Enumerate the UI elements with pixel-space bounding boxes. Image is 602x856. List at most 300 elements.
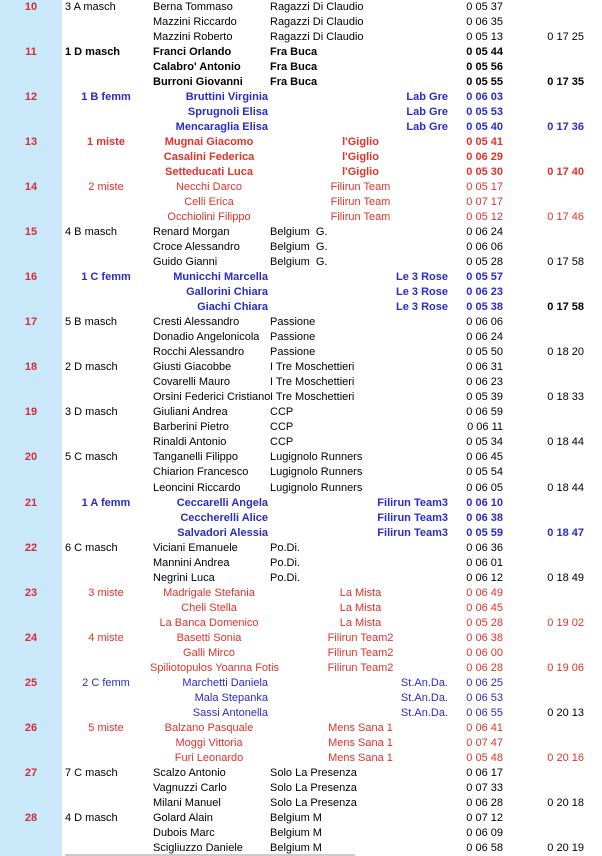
team-name: Po.Di. bbox=[270, 541, 300, 554]
runner-name: Calabro' Antonio bbox=[153, 61, 241, 74]
result-line bbox=[0, 225, 602, 240]
rank-cell bbox=[0, 300, 62, 315]
split-time: 0 06 45 bbox=[466, 451, 503, 464]
total-time bbox=[505, 556, 586, 571]
rank-cell: 22 bbox=[24, 541, 38, 554]
total-time: 0 17 46 bbox=[547, 211, 584, 224]
team-name: CCP bbox=[270, 406, 294, 419]
result-line bbox=[0, 541, 602, 556]
total-time bbox=[505, 225, 586, 240]
team-name: Po.Di. bbox=[270, 571, 300, 584]
result-line bbox=[0, 75, 602, 90]
split-time: 0 06 24 bbox=[466, 331, 503, 344]
total-time bbox=[505, 496, 586, 511]
total-time bbox=[505, 195, 586, 210]
split-time: 0 06 01 bbox=[466, 556, 503, 569]
runner-name: Rocchi Alessandro bbox=[153, 346, 245, 359]
runner-name: Mannini Andrea bbox=[153, 556, 230, 569]
result-line bbox=[0, 751, 602, 766]
runner-name: Orsini Federici Cristiano bbox=[153, 391, 271, 404]
split-time: 0 06 28 bbox=[466, 796, 503, 809]
result-line bbox=[0, 270, 602, 285]
rank-cell bbox=[0, 736, 62, 751]
category-cell: 5 B masch bbox=[65, 316, 117, 329]
rank-cell: 10 bbox=[24, 1, 38, 13]
runner-name: Bruttini Virginia bbox=[185, 91, 268, 104]
rank-cell: 24 bbox=[24, 631, 38, 644]
team-name: Filirun Team3 bbox=[377, 526, 448, 539]
rank-cell bbox=[0, 706, 62, 721]
split-time: 0 06 17 bbox=[466, 766, 503, 779]
runner-name: Marchetti Daniela bbox=[182, 676, 268, 689]
team-name: Passione bbox=[270, 346, 316, 359]
team-name: Filirun Team bbox=[330, 196, 391, 209]
runner-name: Ceccarelli Angela bbox=[176, 496, 268, 509]
total-time: 0 18 44 bbox=[547, 481, 584, 494]
team-name: La Mista bbox=[339, 601, 382, 614]
category-cell: 4 miste bbox=[88, 631, 124, 644]
runner-name: La Banca Domenico bbox=[159, 616, 259, 629]
team-name: Belgium M bbox=[270, 811, 322, 824]
rank-cell bbox=[0, 751, 62, 766]
rank-cell bbox=[0, 30, 62, 45]
rank-cell bbox=[0, 195, 62, 210]
split-time: 0 07 47 bbox=[466, 736, 503, 749]
category-cell bbox=[62, 796, 150, 811]
team-name: Lugignolo Runners bbox=[270, 451, 363, 464]
rank-cell bbox=[0, 435, 62, 450]
category-cell bbox=[62, 165, 150, 180]
result-line bbox=[0, 390, 602, 405]
total-time bbox=[505, 736, 586, 751]
rank-cell bbox=[0, 465, 62, 480]
total-time bbox=[505, 105, 586, 120]
result-line bbox=[0, 255, 602, 270]
team-name: Solo La Presenza bbox=[270, 781, 357, 794]
runner-name: Occhiolini Filippo bbox=[167, 211, 251, 224]
result-line bbox=[0, 180, 602, 195]
runner-name: Balzano Pasquale bbox=[164, 721, 254, 734]
result-line bbox=[0, 616, 602, 631]
split-time: 0 06 41 bbox=[466, 721, 503, 734]
result-line bbox=[0, 315, 602, 330]
team-name: Passione bbox=[270, 331, 316, 344]
team-name: l'Giglio bbox=[342, 151, 379, 164]
team-name: La Mista bbox=[339, 616, 382, 629]
category-cell bbox=[62, 781, 150, 796]
total-time bbox=[505, 781, 586, 796]
runner-name: Salvadori Alessia bbox=[177, 526, 268, 539]
rank-cell: 21 bbox=[24, 496, 38, 509]
team-name: Ragazzi Di Claudio bbox=[270, 16, 364, 29]
runner-name: Golard Alain bbox=[153, 811, 213, 824]
result-line bbox=[0, 135, 602, 150]
total-time bbox=[505, 601, 586, 616]
rank-cell bbox=[0, 481, 62, 496]
rank-cell bbox=[0, 105, 62, 120]
rank-cell: 19 bbox=[24, 406, 38, 419]
category-cell bbox=[62, 75, 150, 90]
total-time bbox=[505, 511, 586, 526]
result-line bbox=[0, 676, 602, 691]
runner-name: Barberini Pietro bbox=[153, 421, 229, 434]
result-line bbox=[0, 0, 602, 15]
split-time: 0 06 36 bbox=[466, 541, 503, 554]
runner-name: Leoncini Riccardo bbox=[153, 481, 241, 494]
category-cell bbox=[62, 556, 150, 571]
team-name: Fra Buca bbox=[270, 46, 318, 59]
category-cell bbox=[62, 751, 150, 766]
runner-name: Cheli Stella bbox=[181, 601, 237, 614]
category-cell bbox=[62, 571, 150, 586]
total-time bbox=[505, 270, 586, 285]
total-time bbox=[505, 541, 586, 556]
total-time: 0 17 25 bbox=[547, 31, 584, 44]
result-line bbox=[0, 811, 602, 826]
rank-cell bbox=[0, 841, 62, 856]
category-cell: 4 D masch bbox=[65, 811, 118, 824]
split-time: 0 05 53 bbox=[466, 106, 503, 119]
rank-cell: 20 bbox=[24, 451, 38, 464]
result-line bbox=[0, 195, 602, 210]
total-time bbox=[505, 375, 586, 390]
category-cell bbox=[62, 60, 150, 75]
split-time: 0 05 38 bbox=[466, 301, 503, 314]
total-time: 0 17 58 bbox=[547, 301, 584, 314]
category-cell bbox=[62, 706, 150, 721]
split-time: 0 05 30 bbox=[466, 166, 503, 179]
rank-cell bbox=[0, 420, 62, 435]
result-line bbox=[0, 661, 602, 676]
split-time: 0 05 41 bbox=[466, 136, 503, 149]
total-time bbox=[505, 315, 586, 330]
team-name: Ragazzi Di Claudio bbox=[270, 31, 364, 44]
rank-cell bbox=[0, 781, 62, 796]
result-line bbox=[0, 105, 602, 120]
category-cell bbox=[62, 465, 150, 480]
result-line bbox=[0, 90, 602, 105]
runner-name: Galli Mirco bbox=[183, 646, 235, 659]
team-name: La Mista bbox=[339, 586, 382, 599]
category-cell: 2 C femm bbox=[82, 676, 130, 689]
result-line bbox=[0, 120, 602, 135]
runner-name: Municchi Marcella bbox=[173, 271, 268, 284]
runner-name: Mencaraglia Elisa bbox=[175, 121, 268, 134]
category-cell: 1 D masch bbox=[65, 46, 121, 59]
runner-name: Covarelli Mauro bbox=[153, 376, 231, 389]
category-cell bbox=[62, 826, 150, 841]
runner-name: Mugnai Giacomo bbox=[164, 136, 254, 149]
result-line bbox=[0, 360, 602, 375]
runner-name: Sassi Antonella bbox=[192, 706, 268, 719]
rank-cell bbox=[0, 691, 62, 706]
split-time: 0 05 50 bbox=[466, 346, 503, 359]
team-name: St.An.Da. bbox=[400, 691, 448, 704]
total-time bbox=[505, 811, 586, 826]
rank-cell bbox=[0, 330, 62, 345]
total-time: 0 17 36 bbox=[547, 121, 584, 134]
split-time: 0 05 12 bbox=[466, 211, 503, 224]
total-time: 0 20 18 bbox=[547, 796, 584, 809]
total-time: 0 19 06 bbox=[547, 661, 584, 674]
result-line bbox=[0, 631, 602, 646]
total-time: 0 20 16 bbox=[547, 751, 584, 764]
result-line bbox=[0, 285, 602, 300]
split-time: 0 05 13 bbox=[466, 31, 503, 44]
runner-name: Basetti Sonia bbox=[176, 631, 242, 644]
result-line bbox=[0, 435, 602, 450]
split-time: 0 06 11 bbox=[467, 421, 503, 434]
category-cell bbox=[62, 30, 150, 45]
category-cell bbox=[62, 210, 150, 225]
team-name: I Tre Moschettieri bbox=[270, 391, 355, 404]
category-cell bbox=[62, 330, 150, 345]
team-name: l'Giglio bbox=[342, 136, 379, 149]
split-time: 0 06 05 bbox=[466, 481, 503, 494]
runner-name: Berna Tommaso bbox=[153, 1, 233, 13]
rank-cell bbox=[0, 390, 62, 405]
runner-name: Giachi Chiara bbox=[197, 301, 268, 314]
runner-name: Rinaldi Antonio bbox=[153, 436, 227, 449]
split-time: 0 06 53 bbox=[466, 691, 503, 704]
team-name: Mens Sana 1 bbox=[328, 751, 393, 764]
result-line bbox=[0, 465, 602, 480]
runner-name: Scigliuzzo Daniele bbox=[153, 841, 243, 854]
split-time: 0 06 23 bbox=[466, 286, 503, 299]
result-line bbox=[0, 60, 602, 75]
team-name: Filirun Team2 bbox=[327, 631, 394, 644]
runner-name: Negrini Luca bbox=[153, 571, 215, 584]
result-line bbox=[0, 300, 602, 315]
total-time bbox=[505, 465, 586, 480]
split-time: 0 06 49 bbox=[466, 586, 503, 599]
category-cell: 3 A masch bbox=[65, 1, 116, 13]
team-name: Belgium G. bbox=[270, 226, 328, 239]
total-time: 0 18 47 bbox=[547, 526, 584, 539]
total-time bbox=[505, 60, 586, 75]
category-cell bbox=[62, 511, 150, 526]
team-name: I Tre Moschettieri bbox=[270, 361, 355, 374]
rank-cell bbox=[0, 556, 62, 571]
team-name: St.An.Da. bbox=[400, 706, 448, 719]
category-cell: 1 A femm bbox=[81, 496, 131, 509]
team-name: Belgium M bbox=[270, 826, 322, 839]
runner-name: Vagnuzzi Carlo bbox=[153, 781, 227, 794]
runner-name: Giuliani Andrea bbox=[153, 406, 228, 419]
rank-cell: 13 bbox=[24, 136, 38, 149]
split-time: 0 05 56 bbox=[466, 61, 503, 74]
runner-name: Donadio Angelonicola bbox=[153, 331, 260, 344]
total-time bbox=[505, 405, 586, 420]
category-cell bbox=[62, 105, 150, 120]
rank-cell bbox=[0, 60, 62, 75]
result-line bbox=[0, 330, 602, 345]
runner-name: Viciani Emanuele bbox=[153, 541, 238, 554]
category-cell bbox=[62, 661, 150, 676]
runner-name: Cresti Alessandro bbox=[153, 316, 240, 329]
rank-cell bbox=[0, 165, 62, 180]
split-time: 0 06 10 bbox=[466, 496, 503, 509]
category-cell: 7 C masch bbox=[65, 766, 118, 779]
split-time: 0 06 38 bbox=[466, 631, 503, 644]
total-time bbox=[505, 676, 586, 691]
rank-cell: 14 bbox=[24, 181, 38, 194]
result-line bbox=[0, 691, 602, 706]
rank-cell: 17 bbox=[24, 316, 38, 329]
split-time: 0 05 48 bbox=[466, 751, 503, 764]
runner-name: Dubois Marc bbox=[153, 826, 215, 839]
result-line bbox=[0, 706, 602, 721]
result-line bbox=[0, 781, 602, 796]
result-line bbox=[0, 526, 602, 541]
team-name: Belgium G. bbox=[270, 256, 328, 269]
result-line bbox=[0, 240, 602, 255]
total-time bbox=[505, 330, 586, 345]
rank-cell bbox=[0, 616, 62, 631]
team-name: Filirun Team bbox=[330, 211, 391, 224]
rank-cell bbox=[0, 210, 62, 225]
rank-cell bbox=[0, 646, 62, 661]
result-line bbox=[0, 15, 602, 30]
total-time bbox=[505, 646, 586, 661]
split-time: 0 06 45 bbox=[466, 601, 503, 614]
runner-name: Celli Erica bbox=[184, 196, 234, 209]
total-time: 0 18 33 bbox=[547, 391, 584, 404]
split-time: 0 06 25 bbox=[466, 676, 503, 689]
split-time: 0 06 31 bbox=[466, 361, 503, 374]
total-time bbox=[505, 90, 586, 105]
result-line bbox=[0, 571, 602, 586]
rank-cell bbox=[0, 526, 62, 541]
rank-cell bbox=[0, 150, 62, 165]
team-name: Ragazzi Di Claudio bbox=[270, 1, 364, 13]
runner-name: Franci Orlando bbox=[153, 46, 232, 59]
split-time: 0 06 06 bbox=[466, 241, 503, 254]
team-name: Passione bbox=[270, 316, 316, 329]
total-time: 0 18 44 bbox=[547, 436, 584, 449]
team-name: Solo La Presenza bbox=[270, 766, 357, 779]
runner-name: Mazzini Riccardo bbox=[153, 16, 237, 29]
category-cell bbox=[62, 646, 150, 661]
category-cell bbox=[62, 481, 150, 496]
split-time: 0 05 55 bbox=[466, 76, 503, 89]
split-time: 0 05 54 bbox=[466, 466, 503, 479]
category-cell bbox=[62, 616, 150, 631]
team-name: Belgium G. bbox=[270, 241, 328, 254]
category-cell: 2 D masch bbox=[65, 361, 118, 374]
total-time: 0 18 20 bbox=[547, 346, 584, 359]
rank-cell bbox=[0, 826, 62, 841]
split-time: 0 05 59 bbox=[466, 526, 503, 539]
rank-cell: 16 bbox=[24, 271, 38, 284]
result-line bbox=[0, 766, 602, 781]
category-cell: 1 miste bbox=[87, 136, 125, 149]
category-cell: 1 B femm bbox=[81, 91, 131, 104]
split-time: 0 05 57 bbox=[466, 271, 503, 284]
total-time bbox=[505, 240, 586, 255]
result-line bbox=[0, 556, 602, 571]
split-time: 0 07 33 bbox=[466, 781, 503, 794]
rank-cell bbox=[0, 375, 62, 390]
split-time: 0 05 37 bbox=[466, 1, 503, 13]
rank-cell bbox=[0, 601, 62, 616]
runner-name: Milani Manuel bbox=[153, 796, 221, 809]
category-cell bbox=[62, 255, 150, 270]
team-name: Belgium M bbox=[270, 841, 322, 854]
category-cell bbox=[62, 240, 150, 255]
result-line bbox=[0, 511, 602, 526]
category-cell bbox=[62, 120, 150, 135]
runner-name: Mala Stepanka bbox=[194, 691, 268, 704]
team-name: Lab Gre bbox=[406, 121, 448, 134]
rank-cell bbox=[0, 796, 62, 811]
split-time: 0 06 35 bbox=[466, 16, 503, 29]
total-time bbox=[505, 420, 586, 435]
category-cell bbox=[62, 435, 150, 450]
result-line bbox=[0, 405, 602, 420]
runner-name: Guido Gianni bbox=[153, 256, 218, 269]
runner-name: Moggi Vittoria bbox=[175, 736, 243, 749]
team-name: Lab Gre bbox=[406, 91, 448, 104]
category-cell bbox=[62, 300, 150, 315]
total-time bbox=[505, 450, 586, 465]
split-time: 0 05 40 bbox=[466, 121, 503, 134]
result-line bbox=[0, 150, 602, 165]
team-name: Lugignolo Runners bbox=[270, 481, 363, 494]
split-time: 0 06 28 bbox=[466, 661, 503, 674]
team-name: Filirun Team2 bbox=[327, 661, 394, 674]
result-line bbox=[0, 450, 602, 465]
split-time: 0 06 03 bbox=[466, 91, 503, 104]
split-time: 0 06 09 bbox=[466, 826, 503, 839]
total-time: 0 17 40 bbox=[547, 166, 584, 179]
team-name: CCP bbox=[270, 421, 294, 434]
total-time bbox=[505, 766, 586, 781]
total-time: 0 20 13 bbox=[547, 706, 584, 719]
result-line bbox=[0, 601, 602, 616]
rank-cell bbox=[0, 255, 62, 270]
runner-name: Burroni Giovanni bbox=[153, 76, 243, 89]
team-name: CCP bbox=[270, 436, 294, 449]
total-time bbox=[505, 826, 586, 841]
category-cell bbox=[62, 285, 150, 300]
category-cell bbox=[62, 736, 150, 751]
result-line bbox=[0, 586, 602, 601]
result-line bbox=[0, 826, 602, 841]
split-time: 0 06 12 bbox=[466, 571, 503, 584]
total-time bbox=[505, 691, 586, 706]
total-time bbox=[505, 721, 586, 736]
result-line bbox=[0, 496, 602, 511]
runner-name: Setteducati Luca bbox=[164, 166, 254, 179]
runner-name: Spiliotopulos Yoanna Fotis bbox=[150, 661, 280, 674]
category-cell bbox=[62, 15, 150, 30]
team-name: Mens Sana 1 bbox=[328, 736, 393, 749]
team-name: Lab Gre bbox=[406, 106, 448, 119]
rank-cell: 15 bbox=[24, 226, 38, 239]
split-time: 0 05 34 bbox=[466, 436, 503, 449]
total-time bbox=[505, 285, 586, 300]
team-name: Le 3 Rose bbox=[396, 301, 448, 314]
category-cell: 6 C masch bbox=[65, 541, 118, 554]
total-time bbox=[505, 0, 586, 15]
rank-cell bbox=[0, 345, 62, 360]
team-name: Po.Di. bbox=[270, 556, 300, 569]
category-cell: 5 miste bbox=[88, 721, 124, 734]
result-line bbox=[0, 45, 602, 60]
split-time: 0 06 29 bbox=[466, 151, 503, 164]
total-time bbox=[505, 180, 586, 195]
